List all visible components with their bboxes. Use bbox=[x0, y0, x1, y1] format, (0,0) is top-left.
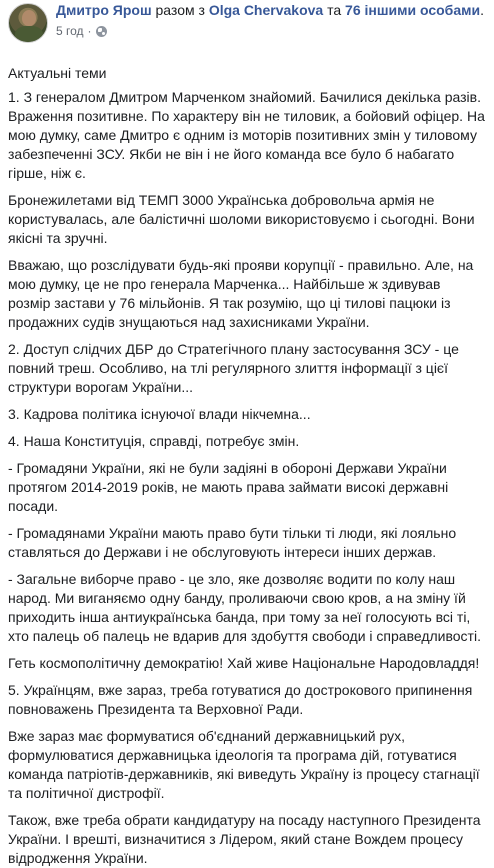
globe-icon[interactable] bbox=[96, 26, 107, 37]
post-meta bbox=[56, 23, 486, 40]
meta-separator: · bbox=[87, 24, 92, 38]
end-text: . bbox=[480, 2, 484, 18]
post-paragraph: 2. Доступ слідчих ДБР до Стратегічного плану застосування ЗСУ - це повний треш. Особливо, на тлі регулярного злиття інформації з цієї структури ворогам України... bbox=[8, 341, 459, 395]
author-name-link[interactable]: Дмитро Ярош bbox=[56, 2, 152, 18]
tagged-person-link[interactable]: Olga Chervakova bbox=[208, 2, 324, 18]
post-paragraph: Вважаю, що розслідувати будь-які прояви корупції - правильно. Але, на мою думку, це не про генерала Марченка... Найбільше ж здивував розмір застави у 76 мільйонів. Я так розумію, що ці тилові пацюки із продажних судів знущаються над захисниками України. bbox=[8, 257, 474, 330]
post-header-text bbox=[56, 2, 486, 40]
post-paragraph: 5. Українцям, вже зараз, треба готуватися до дострокового припинення повноважень Президента та Верховної Ради. bbox=[8, 682, 473, 717]
post-timestamp[interactable]: 5 год bbox=[56, 24, 84, 38]
post-paragraph: - Громадяни України, які не були задіяні в обороні Держави України протягом 2014-2019 років, не мають права займати високі державні посади. bbox=[8, 460, 449, 514]
post-paragraph: - Громадянами України мають право бути тільки ті люди, які лояльно ставляться до Держави і не обслуговують інтереси інших держав. bbox=[8, 525, 457, 560]
with-text: разом з bbox=[151, 2, 209, 18]
author-avatar[interactable] bbox=[8, 3, 48, 43]
post-paragraph: Також, вже треба обрати кандидатуру на посаду наступного Президента України. І врешті, визначитися з Лідером, який стане Вождем процесу відродження України. bbox=[8, 812, 481, 866]
post-paragraph: 1. З генералом Дмитром Марченком знайомий. Бачилися декілька разів. Враження позитивне. По характеру він не тиловик, а бойовий офіцер. На мою думку, саме Дмитро є одним із моторів позитивних змін у тиловому забезпеченні ЗСУ. Якби не він і не його команда все було б набагато гірше, ніж є. bbox=[8, 89, 485, 181]
post-paragraph: 3. Кадрова політика існуючої влади нікчемна... bbox=[8, 406, 311, 422]
post-paragraph: Бронежилетами від ТЕМП 3000 Українська добровольча армія не користувалась, але балістичні шоломи використовуємо і сьогодні. Вони якісні та зручні. bbox=[8, 192, 475, 246]
post-paragraph: - Загальне виборче право - це зло, яке дозволяє водити по колу наш народ. Ми виганяємо одну банду, проливаючи свою кров, а на зміну їй приходить інша антиукраїнська банда, при тому за неї голосують всі ті, хто палець об палець не вдарив для здобуття свободи і справедливості. bbox=[8, 571, 481, 644]
post-content bbox=[0, 58, 494, 868]
post-paragraph: Геть космополітичну демократію! Хай живе Національне Народовладдя! bbox=[8, 655, 480, 671]
post-paragraph: 4. Наша Конституція, справді, потребує змін. bbox=[8, 433, 300, 449]
avatar-head bbox=[22, 10, 36, 26]
avatar-body bbox=[15, 26, 43, 43]
post-paragraph: Вже зараз має формуватися об'єднаний державницький рух, формулюватися державницька ідеологія та програма дій, готуватися команда патріотів-державників, які виведуть Україну із процесу стагнації та політичної дистрофії. bbox=[8, 728, 480, 801]
post-header bbox=[0, 0, 494, 58]
and-text: та bbox=[323, 2, 346, 18]
post-paragraph: Актуальні теми bbox=[8, 65, 107, 81]
others-link[interactable]: 76 іншими особами bbox=[345, 2, 481, 18]
post-title-line bbox=[56, 2, 486, 19]
